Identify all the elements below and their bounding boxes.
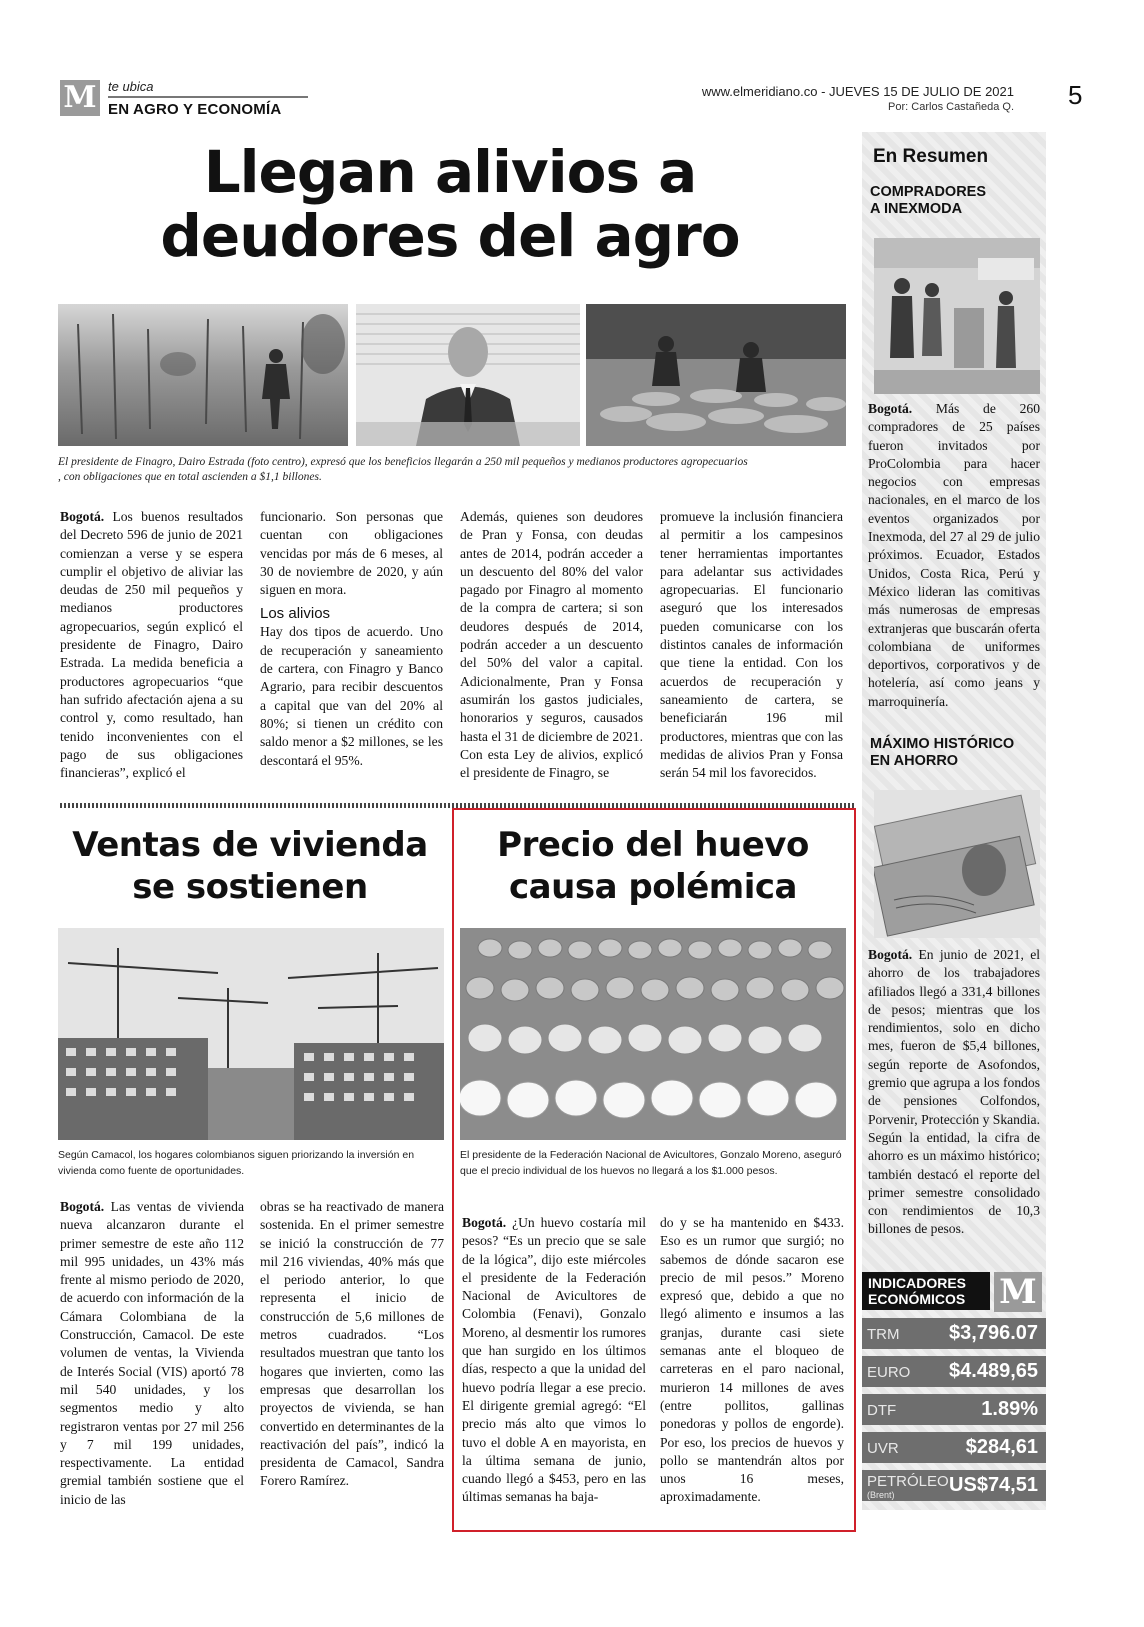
header-date: www.elmeridiano.co - JUEVES 15 DE JULIO DE 2021	[701, 84, 1014, 99]
newspaper-logo: M	[60, 80, 100, 116]
indicator-label: PETRÓLEO	[867, 1473, 949, 1490]
indicator-row-trm	[862, 1318, 1046, 1349]
main-col1-text: Los buenos resultados del Decreto 596 de junio de 2021 comienzan a verse y se espera cumplir el objetivo de aliviar las deudas de 250 mil pequeños y medianos productores agropecuarios, según explicó el presidente de Finagro, Dairo Estrada. La medida beneficia a productores agropecuarios “que han sufrido afectación ajena a su control y, como resultado, han tenido inconvenientes con el pago de sus obligaciones financieras”, explicó el	[60, 509, 243, 781]
indicator-label: UVR	[867, 1440, 899, 1457]
photo-farmer-field	[58, 304, 348, 446]
main-headline-line2: deudores del agro	[160, 202, 740, 270]
indicator-row-uvr	[862, 1432, 1046, 1463]
sidebar-item1-head-line2: A INEXMODA	[870, 201, 963, 217]
photo-workers-harvest	[586, 304, 846, 446]
main-col1-dateline: Bogotá.	[60, 509, 105, 524]
vivienda-article-col1	[60, 1198, 244, 1509]
sidebar-item1-text	[868, 400, 1040, 711]
huevo-headline-line2: causa polémica	[509, 867, 797, 907]
huevo-col1-text: ¿Un huevo costaría mil pesos? “Es un precio que se sale de la lógica”, dijo este miércoles el presidente de la Federación Nacional de Avicultores de Colombia (Fenavi), Gonzalo Moreno, al desmentir los rumores que han surgido en los últimos días, respecto a que la unidad del huevo podría llegar a ese precio. El dirigente gremial agregó: “El precio más alto que vimos lo tuvo el doble A en mayorista, en la última semana de junio, cuando llegó a $453, pero en las últimas semanas ha baja-	[462, 1215, 646, 1505]
section-kicker: te ubica	[108, 79, 154, 94]
indicator-label: DTF	[867, 1402, 897, 1419]
indicators-title	[862, 1272, 990, 1310]
sidebar-item2-head-line2: EN AHORRO	[870, 753, 959, 769]
indicator-label: TRM	[867, 1326, 900, 1343]
sidebar-item1-body: Más de 260 compradores de 25 países fueron invitados por ProColombia para hacer negocios con empresas nacionales, en el marco de los eventos organizados por Inexmoda, del 27 al 29 de julio próximos. Ecuador, Estados Unidos, Costa Rica, Perú y México lideran las comitivas más numerosas de empresas extranjeras que buscarán oferta colombiana de uniformes deportivos, corporativos y de hotelería, así como jeans y marroquinería.	[868, 401, 1040, 709]
vivienda-col1-dateline: Bogotá.	[60, 1199, 105, 1214]
vivienda-headline	[56, 824, 444, 908]
indicator-sublabel: (Brent)	[867, 1490, 895, 1500]
sidebar-item2-dateline: Bogotá.	[868, 947, 913, 962]
main-col2-subhead: Los alivios	[260, 605, 331, 623]
photo-president-portrait	[356, 304, 580, 446]
vivienda-photo-caption: Según Camacol, los hogares colombianos siguen priorizando la inversión en vivienda como fuente de oportunidades.	[58, 1149, 415, 1177]
vivienda-col1-text: Las ventas de vivienda nueva alcanzaron durante el primer semestre de este año 112 mil 995 unidades, un 43% más frente al mismo periodo de 2020, de acuerdo con información de la Cámara Colombiana de la Construcción, Camacol. De este volumen de ventas, la Vivienda de Interés Social (VIS) aportó 78 mil 540 unidades, y los segmentos medio y alto registraron ventas por 27 mil 256 y 7 mil 199 unidades, respectivamente. La entidad gremial también sostiene que el inicio de las	[60, 1199, 244, 1507]
indicators-title-line1: INDICADORES	[868, 1275, 967, 1291]
vivienda-article-col2: obras se ha reactivado de manera sostenida. En el primer semestre se inició la construcción de 77 mil 216 viviendas, 40% más que el periodo anterior, lo que representa el inicio de construcción de 5,6 millones de metros cuadrados. “Los resultados muestran que tanto los hogares que invierten, como las empresas que desarrollan los proyectos de vivienda, se han convertido en determinantes de la reactivación del país”, indicó la presidenta de Camacol, Sandra Forero Ramírez.	[260, 1199, 444, 1489]
vivienda-headline-line2: se sostienen	[132, 867, 368, 907]
main-photo-caption	[58, 455, 848, 485]
main-headline	[60, 140, 840, 268]
main-caption-line1: El presidente de Finagro, Dairo Estrada (foto centro), expresó que los beneficios llegarán a 250 mil pequeños y medianos productores agropecuarios	[58, 456, 748, 468]
section-rule	[108, 96, 308, 98]
sidebar-item1-dateline: Bogotá.	[868, 401, 913, 416]
main-col2-text-b: Hay dos tipos de acuerdo. Uno de recuperación y saneamiento de cartera, con Finagro y Banco Agrario, para recibir descuentos a capital que van del 20% al 80%; si tienen un crédito con saldo menor a $2 millones, se les descontará el 95%.	[260, 624, 443, 768]
sidebar-item2-text	[868, 946, 1040, 1239]
page-number: 5	[1068, 80, 1083, 110]
main-headline-line1: Llegan alivios a	[203, 138, 697, 206]
main-article-col2	[260, 508, 443, 770]
main-article-col3: Además, quienes son deudores de Pran y Fonsa, con deudas antes de 2014, podrán acceder a un descuento del 80% del valor pagado por Finagro al momento de la compra de cartera; si son deudores después de 2014, podrán acceder a un descuento del 50% del valor a capital. Adicionalmente, Pran y Fonsa asumirán los gastos judiciales, honorarios y seguros, causados hasta el 31 de diciembre de 2021. Con esta Ley de alivios, explicó el presidente de Finagro, se	[460, 509, 643, 781]
sidebar-item2-head-line1: MÁXIMO HISTÓRICO	[870, 736, 1015, 752]
section-title: EN AGRO Y ECONOMÍA	[108, 101, 282, 118]
sidebar-title: En Resumen	[873, 146, 989, 167]
indicator-row-petroleo	[862, 1470, 1046, 1501]
main-col2-text-a: funcionario. Son personas que cuentan con obligaciones vencidas por más de 6 meses, al 30 de noviembre de 2020, y aún siguen en mora.	[260, 509, 443, 598]
huevo-article-col2: do y se ha mantenido en $433. Eso es un rumor que surgió; no sabemos de dónde sacaron ese precio de mil pesos.” Moreno expresó que, debido a que no llegó alimento e insumos a las granjas, durante casi siete semanas ante el bloqueo de carreteras en el paro nacional, murieron 14 millones de aves (entre pollitos, gallinas ponedoras y pollos de engorde). Por eso, los precios de huevos y pollo se mantendrán altos por unos 16 meses, aproximadamente.	[660, 1215, 844, 1505]
sidebar-item1-head	[870, 184, 986, 218]
photo-banknotes	[874, 790, 1040, 938]
highlight-frame	[452, 808, 856, 1532]
indicator-row-euro	[862, 1356, 1046, 1387]
indicator-value: $284,61	[965, 1436, 1038, 1458]
huevo-col1-dateline: Bogotá.	[462, 1215, 507, 1230]
indicator-value: US$74,51	[949, 1474, 1038, 1496]
vivienda-headline-line1: Ventas de vivienda	[72, 825, 428, 865]
huevo-headline-line1: Precio del huevo	[497, 825, 809, 865]
sidebar-item1-head-line1: COMPRADORES	[870, 184, 987, 200]
indicators-title-line2: ECONÓMICOS	[868, 1291, 966, 1307]
photo-inexmoda-store	[874, 238, 1040, 394]
photo-construction-cranes	[58, 928, 444, 1140]
indicator-value: $3,796.07	[949, 1322, 1038, 1344]
indicator-row-dtf	[862, 1394, 1046, 1425]
indicator-value: 1.89%	[981, 1398, 1038, 1420]
sidebar-item2-body: En junio de 2021, el ahorro de los trabajadores afiliados llegó a 331,4 billones de pesos; mientras que los rendimientos, solo en dicho mes, fueron de $5,4 billones, según reporte de Asofondos, gremio que agrupa a los fondos de pensiones Colfondos, Porvenir, Protección y Skandia. Según la entidad, la cifra de ahorro es un máximo histórico; también destacó el reporte del primer semestre consolidado con rendimientos de 10,3 billones de pesos.	[868, 947, 1040, 1237]
huevo-photo-caption: El presidente de la Federación Nacional de Avicultores, Gonzalo Moreno, aseguró que el precio individual de los huevos no llegará a los $1.000 pesos.	[460, 1149, 842, 1177]
indicator-label: EURO	[867, 1364, 911, 1381]
main-article-col1	[60, 508, 243, 782]
indicator-value: $4.489,65	[949, 1360, 1038, 1382]
indicators-logo: M	[994, 1272, 1042, 1312]
header-byline: Por: Carlos Castañeda Q.	[888, 101, 1014, 113]
main-article-col4: promueve la inclusión financiera al permitir a los campesinos tener herramientas importantes para adelantar sus actividades agropecuarias. El funcionario aseguró que los interesados pueden comunicarse con los distintos canales de información que tiene la entidad. Con los acuerdos de recuperación y saneamiento de cartera, se beneficiarán 196 mil productores, mientras que con las medidas de alivios Pran y Fonsa serán 54 mil los favorecidos.	[660, 509, 843, 781]
main-caption-line2: , con obligaciones que en total ascienden a $1,1 billones.	[58, 471, 322, 483]
sidebar-item2-head	[870, 736, 1014, 770]
